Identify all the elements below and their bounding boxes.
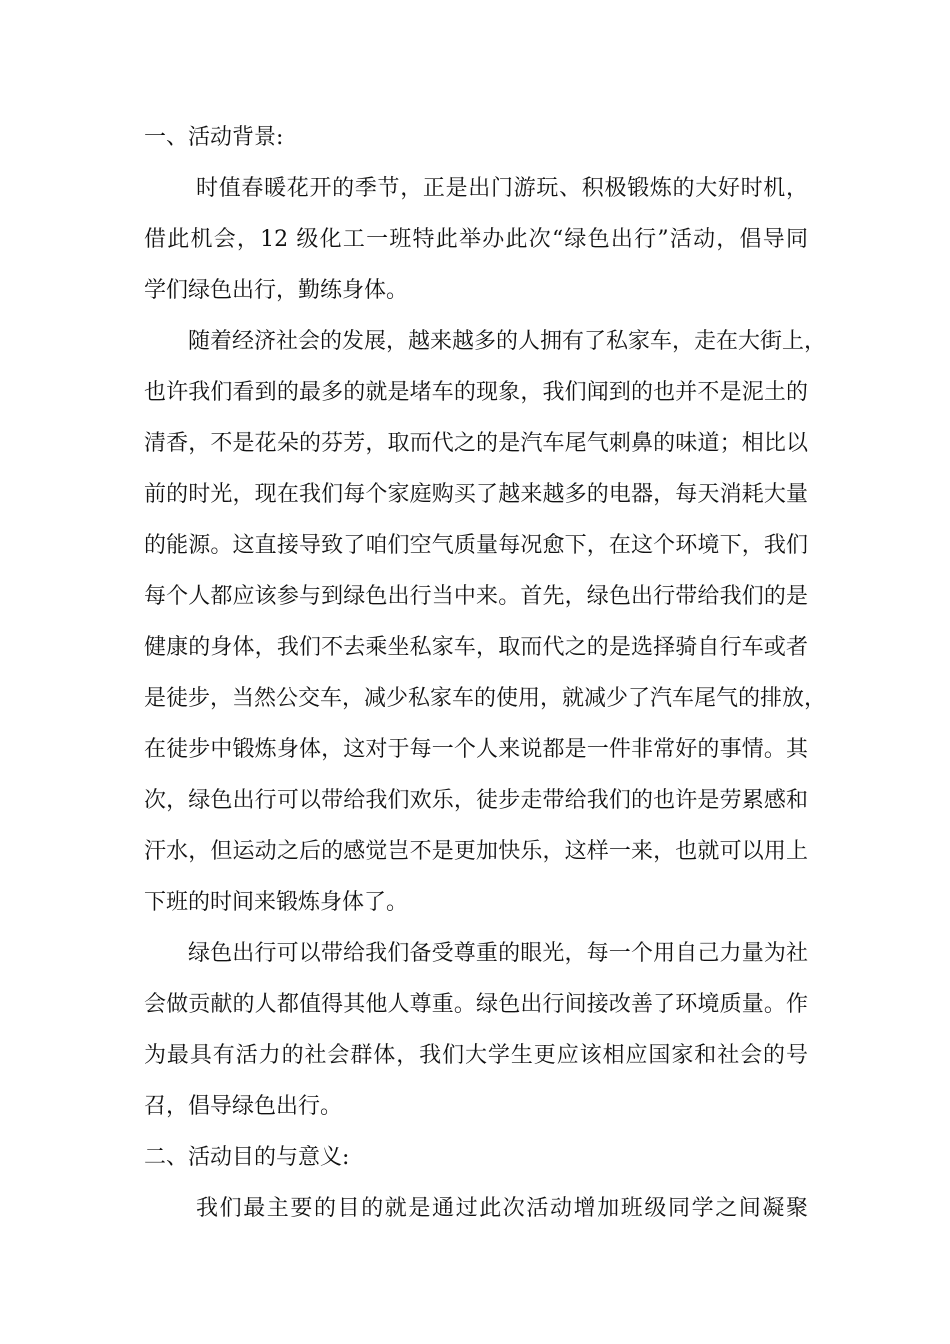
section-heading-purpose: 二、活动目的与意义: xyxy=(144,1145,350,1170)
paragraph-line: 前的时光，现在我们每个家庭购买了越来越多的电器，每天消耗大量 xyxy=(144,482,808,507)
paragraph-line: 在徒步中锻炼身体，这对于每一个人来说都是一件非常好的事情。其 xyxy=(144,737,808,762)
document-body xyxy=(144,112,827,1234)
paragraph-line: 会做贡献的人都值得其他人尊重。绿色出行间接改善了环境质量。作 xyxy=(144,992,808,1017)
paragraph-line: 汗水，但运动之后的感觉岂不是更加快乐，这样一来，也就可以用上 xyxy=(144,839,808,864)
paragraph-line: 借此机会，12 级化工一班特此举办此次“绿色出行”活动，倡导同 xyxy=(144,227,808,252)
paragraph-line: 为最具有活力的社会群体，我们大学生更应该相应国家和社会的号 xyxy=(144,1043,808,1068)
paragraph-line: 也许我们看到的最多的就是堵车的现象，我们闻到的也并不是泥土的 xyxy=(144,380,808,405)
paragraph-line: 清香，不是花朵的芬芳，取而代之的是汽车尾气刺鼻的味道；相比以 xyxy=(144,431,808,456)
paragraph-line: 是徒步，当然公交车，减少私家车的使用，就减少了汽车尾气的排放， xyxy=(144,686,827,711)
paragraph-spring-intro xyxy=(144,163,808,316)
section-heading-background: 一、活动背景: xyxy=(144,125,284,150)
paragraph-line: 绿色出行可以带给我们备受尊重的眼光，每一个用自己力量为社 xyxy=(188,941,808,966)
paragraph-respect xyxy=(144,928,808,1132)
paragraph-line: 时值春暖花开的季节，正是出门游玩、积极锻炼的大好时机， xyxy=(196,176,808,201)
paragraph-line: 随着经济社会的发展，越来越多的人拥有了私家车，走在大街上， xyxy=(188,329,827,354)
paragraph-economic-development xyxy=(144,316,827,928)
paragraph-line: 我们最主要的目的就是通过此次活动增加班级同学之间凝聚 xyxy=(196,1196,808,1221)
paragraph-line: 学们绿色出行，勤练身体。 xyxy=(144,278,409,303)
paragraph-purpose xyxy=(144,1183,808,1234)
paragraph-line: 健康的身体，我们不去乘坐私家车，取而代之的是选择骑自行车或者 xyxy=(144,635,808,660)
paragraph-line: 次，绿色出行可以带给我们欢乐，徒步走带给我们的也许是劳累感和 xyxy=(144,788,808,813)
paragraph-line: 每个人都应该参与到绿色出行当中来。首先，绿色出行带给我们的是 xyxy=(144,584,808,609)
paragraph-line: 的能源。这直接导致了咱们空气质量每况愈下，在这个环境下，我们 xyxy=(144,533,808,558)
paragraph-line: 召，倡导绿色出行。 xyxy=(144,1094,343,1119)
paragraph-line: 下班的时间来锻炼身体了。 xyxy=(144,890,409,915)
